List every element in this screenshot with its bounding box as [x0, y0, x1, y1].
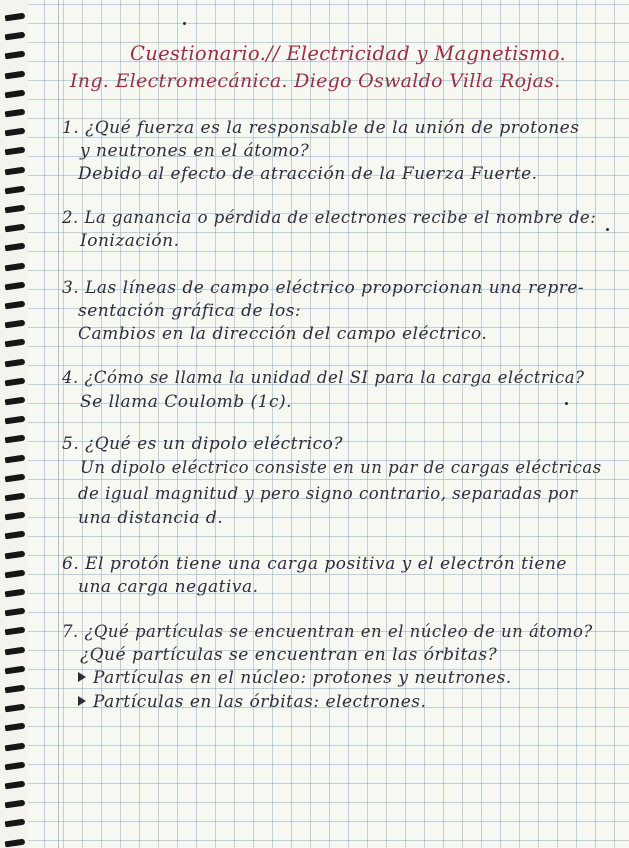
answer-2: Ionización.	[80, 231, 180, 251]
spiral-hole	[5, 781, 26, 790]
spiral-hole	[5, 224, 26, 233]
spiral-hole	[5, 550, 26, 559]
spiral-hole	[5, 569, 26, 578]
question-6-cont: una carga negativa.	[78, 577, 259, 597]
spiral-hole	[5, 147, 26, 156]
spiral-hole	[5, 512, 26, 521]
spiral-hole	[5, 320, 26, 329]
spiral-hole	[5, 704, 26, 713]
bullet-icon	[78, 696, 86, 706]
question-3-cont: sentación gráfica de los:	[78, 301, 302, 321]
question-7: 7. ¿Qué partículas se encuentran en el núcleo de un átomo?	[62, 622, 593, 641]
spiral-hole	[5, 281, 26, 290]
spiral-hole	[5, 838, 26, 847]
spiral-hole	[5, 205, 26, 214]
spiral-hole	[5, 109, 26, 118]
ink-dot	[565, 402, 568, 405]
answer-7-text-1: Partículas en el núcleo: protones y neutrones.	[93, 668, 512, 688]
spiral-hole	[5, 819, 26, 828]
spiral-hole	[5, 377, 26, 386]
spiral-hole	[5, 70, 26, 79]
question-7-cont: ¿Qué partículas se encuentran en las órbitas?	[80, 645, 498, 665]
spiral-hole	[5, 435, 26, 444]
spiral-hole	[5, 646, 26, 655]
ink-dot	[183, 22, 186, 25]
spiral-binding	[0, 0, 28, 848]
answer-5-line-2: de igual magnitud y pero signo contrario, separadas por	[78, 484, 578, 503]
spiral-hole	[5, 51, 26, 60]
page-title: Cuestionario.// Electricidad y Magnetismo.	[130, 42, 566, 65]
question-1: 1. ¿Qué fuerza es la responsable de la unión de protones	[62, 118, 580, 138]
answer-1: Debido al efecto de atracción de la Fuerza Fuerte.	[78, 164, 538, 184]
spiral-hole	[5, 800, 26, 809]
spiral-hole	[5, 339, 26, 348]
spiral-hole	[5, 397, 26, 406]
question-4: 4. ¿Cómo se llama la unidad del SI para la carga eléctrica?	[62, 368, 585, 387]
spiral-hole	[5, 454, 26, 463]
spiral-hole	[5, 358, 26, 367]
question-6: 6. El protón tiene una carga positiva y el electrón tiene	[62, 554, 567, 574]
margin-line	[58, 0, 59, 848]
spiral-hole	[5, 589, 26, 598]
question-1-cont: y neutrones en el átomo?	[80, 141, 310, 161]
spiral-hole	[5, 416, 26, 425]
spiral-hole	[5, 243, 26, 252]
spiral-hole	[5, 493, 26, 502]
spiral-hole	[5, 761, 26, 770]
bullet-icon	[78, 672, 86, 682]
answer-4: Se llama Coulomb (1c).	[80, 392, 293, 412]
question-3: 3. Las líneas de campo eléctrico proporcionan una repre-	[62, 278, 585, 298]
spiral-hole	[5, 531, 26, 540]
page-subtitle: Ing. Electromecánica. Diego Oswaldo Villa Rojas.	[70, 70, 561, 92]
spiral-hole	[5, 608, 26, 617]
answer-5-line-3: una distancia d.	[78, 508, 224, 528]
spiral-hole	[5, 128, 26, 137]
answer-3: Cambios en la dirección del campo eléctrico.	[78, 324, 488, 344]
question-5: 5. ¿Qué es un dipolo eléctrico?	[62, 434, 343, 454]
spiral-hole	[5, 742, 26, 751]
answer-7-bullet-2	[78, 694, 426, 711]
spiral-hole	[5, 166, 26, 175]
answer-7-text-2: Partículas en las órbitas: electrones.	[93, 692, 427, 712]
spiral-hole	[5, 185, 26, 194]
answer-5-line-1: Un dipolo eléctrico consiste en un par de cargas eléctricas	[80, 458, 602, 477]
spiral-hole	[5, 627, 26, 636]
spiral-hole	[5, 32, 26, 41]
answer-7-bullet-1	[78, 670, 512, 687]
spiral-hole	[5, 685, 26, 694]
question-2: 2. La ganancia o pérdida de electrones recibe el nombre de:	[62, 208, 597, 227]
ink-dot	[606, 228, 609, 231]
spiral-hole	[5, 89, 26, 98]
spiral-hole	[5, 723, 26, 732]
spiral-hole	[5, 473, 26, 482]
spiral-hole	[5, 262, 26, 271]
spiral-hole	[5, 301, 26, 310]
spiral-hole	[5, 13, 26, 22]
spiral-hole	[5, 665, 26, 674]
